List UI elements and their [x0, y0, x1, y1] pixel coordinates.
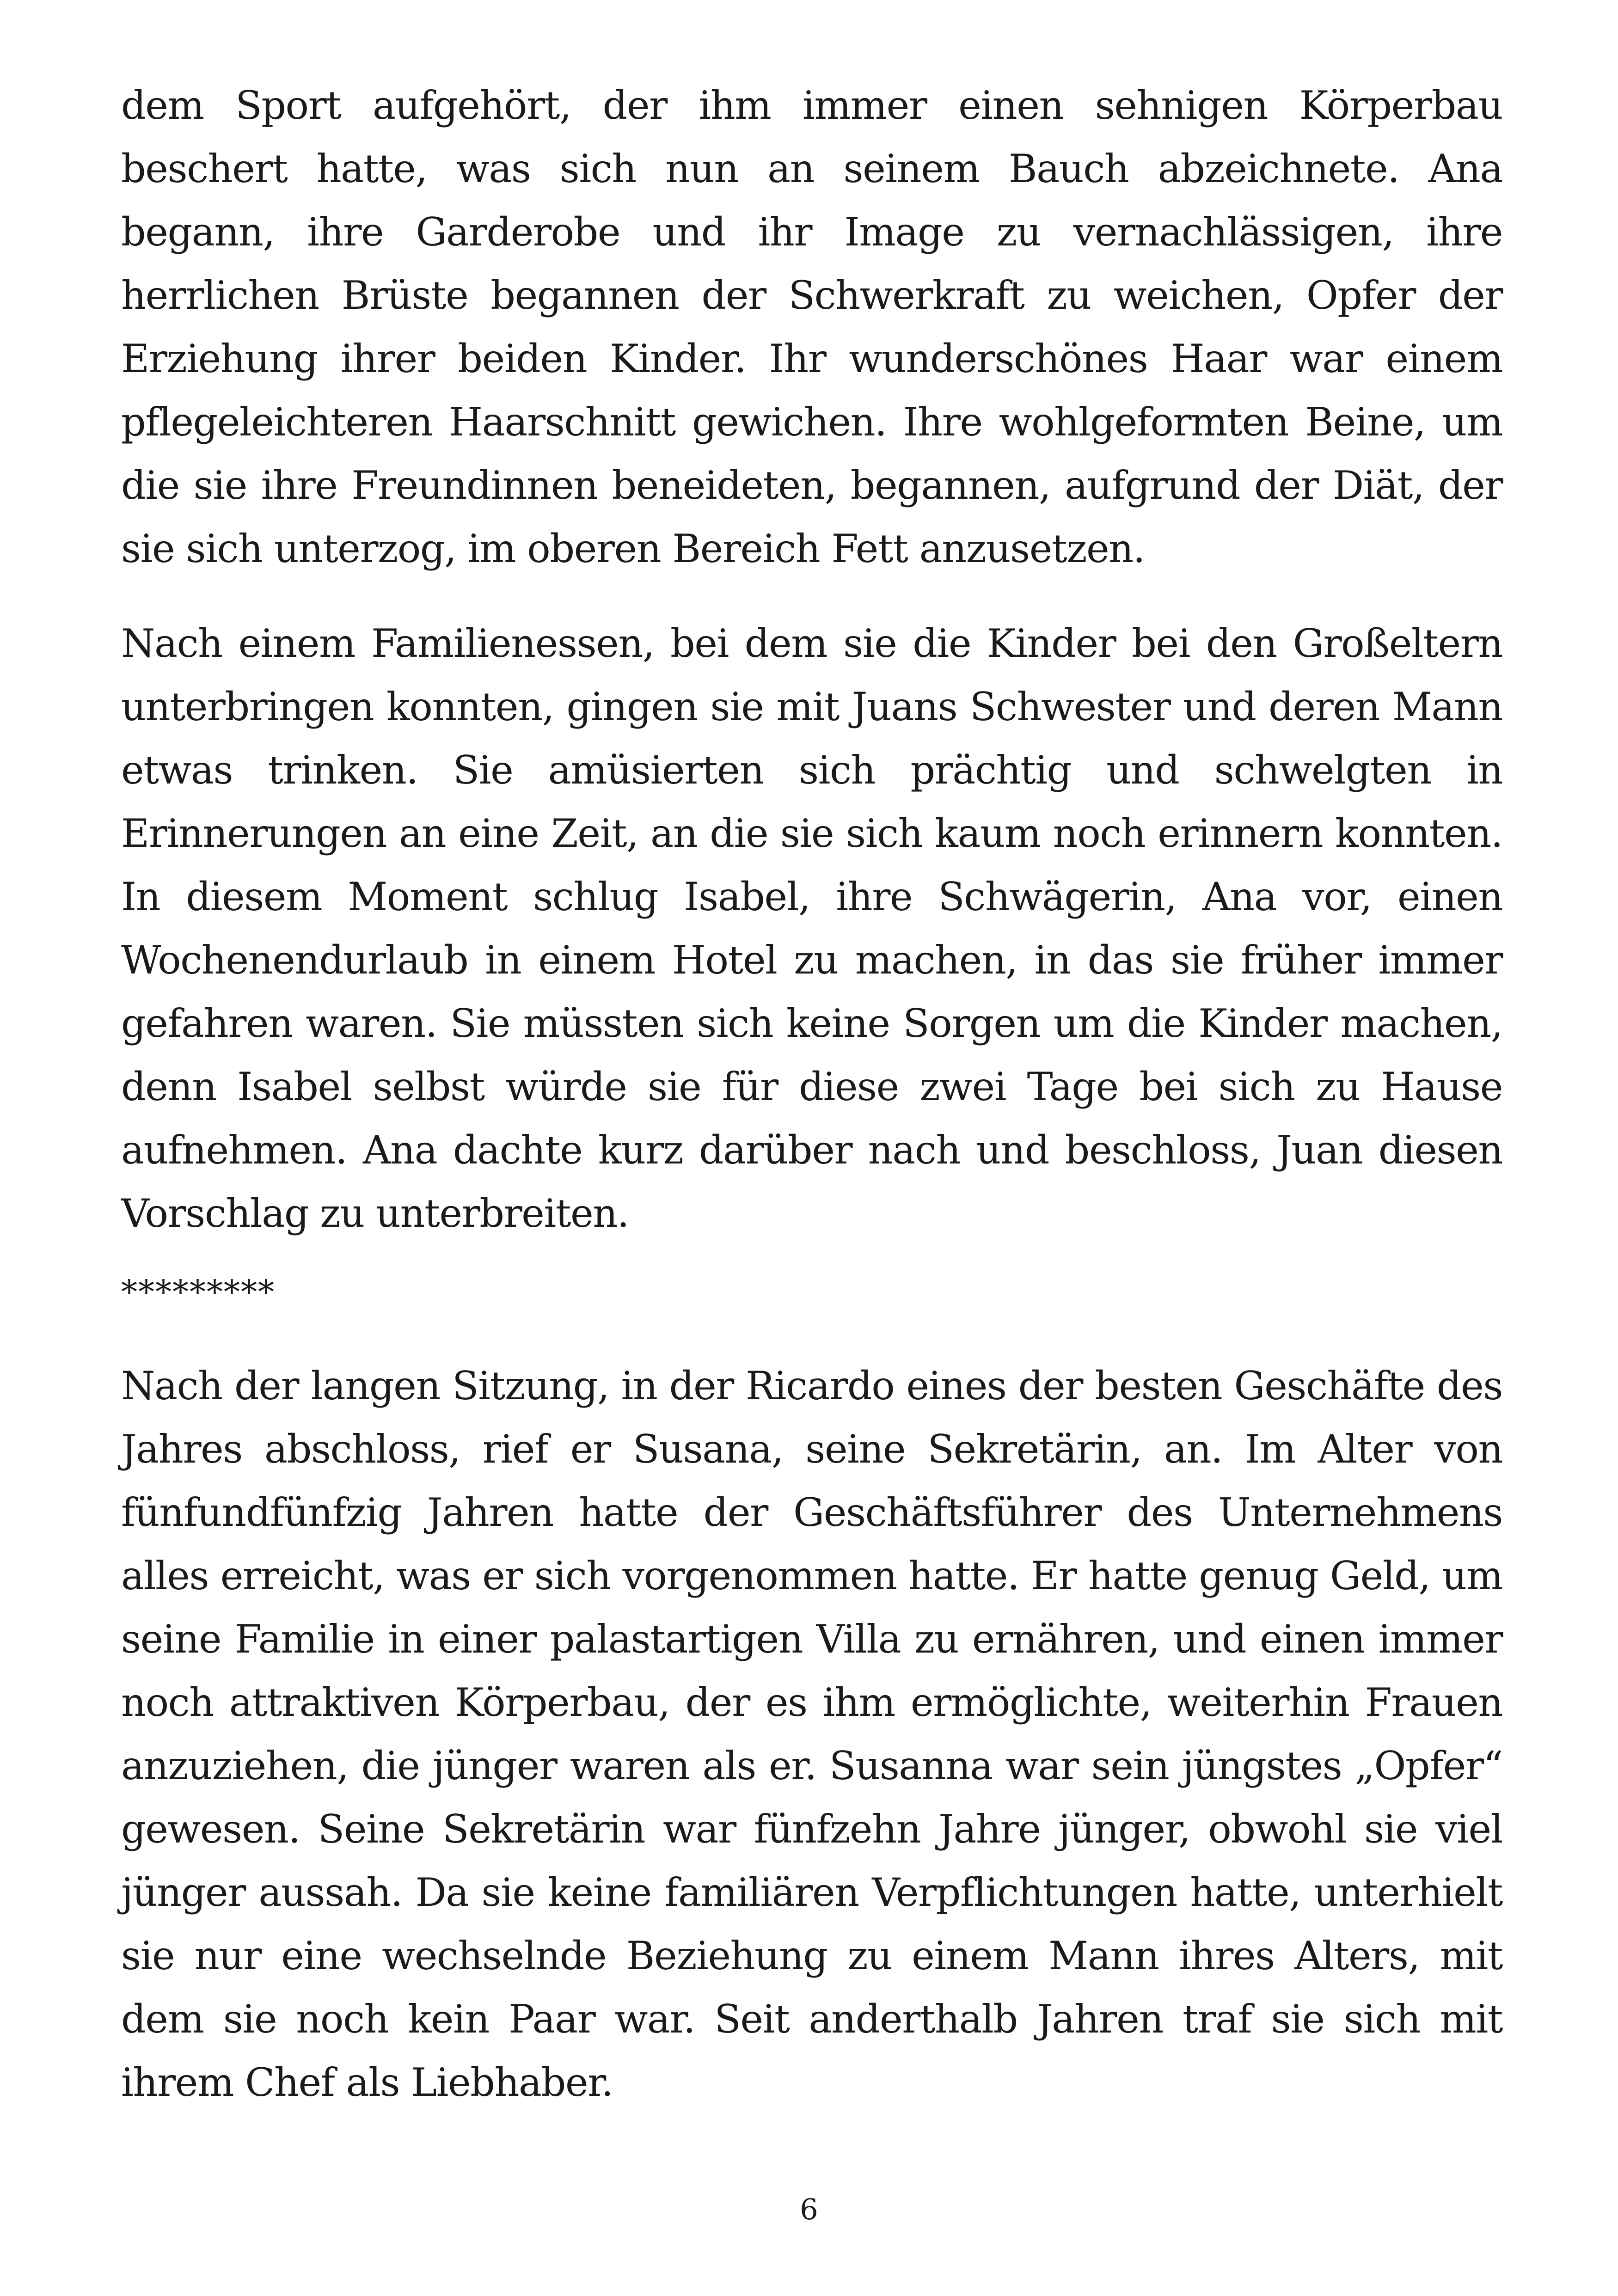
section-separator: ********* [121, 1273, 275, 1311]
paragraph-2: Nach einem Familienessen, bei dem sie die Kinder bei den Großeltern unterbringen konnten, gingen sie mit Juans Schwester und deren Mann etwas trinken. Sie amüsierten sich prächtig und schwelgten in Erinnerungen an eine Zeit, an die sie sich kaum noch erinnern konnten. In diesem Moment schlug Isabel, ihre Schwägerin, Ana vor, einen Wochenendurlaub in einem Hotel zu machen, in das sie früher immer gefahren waren. Sie müssten sich keine Sorgen um die Kinder machen, denn Isabel selbst würde sie für diese zwei Tage bei sich zu Hause aufnehmen. Ana dachte kurz darüber nach und beschloss, Juan diesen Vorschlag zu unterbreiten. [121, 621, 1502, 1236]
page-number: 6 [800, 2192, 818, 2226]
page-body [121, 74, 1502, 2114]
paragraph-1: dem Sport aufgehört, der ihm immer einen sehnigen Körperbau beschert hatte, was sich nun an seinem Bauch abzeichnete. Ana begann, ihre Garderobe und ihr Image zu vernachlässigen, ihre herrlichen Brüste begannen der Schwerkraft zu weichen, Opfer der Erziehung ihrer beiden Kinder. Ihr wunderschönes Haar war einem pflegeleichteren Haarschnitt gewichen. Ihre wohlgeformten Beine, um die sie ihre Freundinnen beneideten, begannen, aufgrund der Diät, der sie sich unterzog, im oberen Bereich Fett anzusetzen. [121, 83, 1502, 571]
paragraph-3: Nach der langen Sitzung, in der Ricardo eines der besten Geschäfte des Jahres abschloss, rief er Susana, seine Sekretärin, an. Im Alter von fünfundfünfzig Jahren hatte der Geschäftsführer des Unternehmens alles erreicht, was er sich vorgenommen hatte. Er hatte genug Geld, um seine Familie in einer palastartigen Villa zu ernähren, und einen immer noch attraktiven Körperbau, der es ihm ermöglichte, weiterhin Frauen anzuziehen, die jünger waren als er. Susanna war sein jüngstes „Opfer“ gewesen. Seine Sekretärin war fünfzehn Jahre jünger, obwohl sie viel jünger aussah. Da sie keine familiären Verpflichtungen hatte, unterhielt sie nur eine wechselnde Beziehung zu einem Mann ihres Alters, mit dem sie noch kein Paar war. Seit anderthalb Jahren traf sie sich mit ihrem Chef als Liebhaber. [121, 1363, 1502, 2105]
